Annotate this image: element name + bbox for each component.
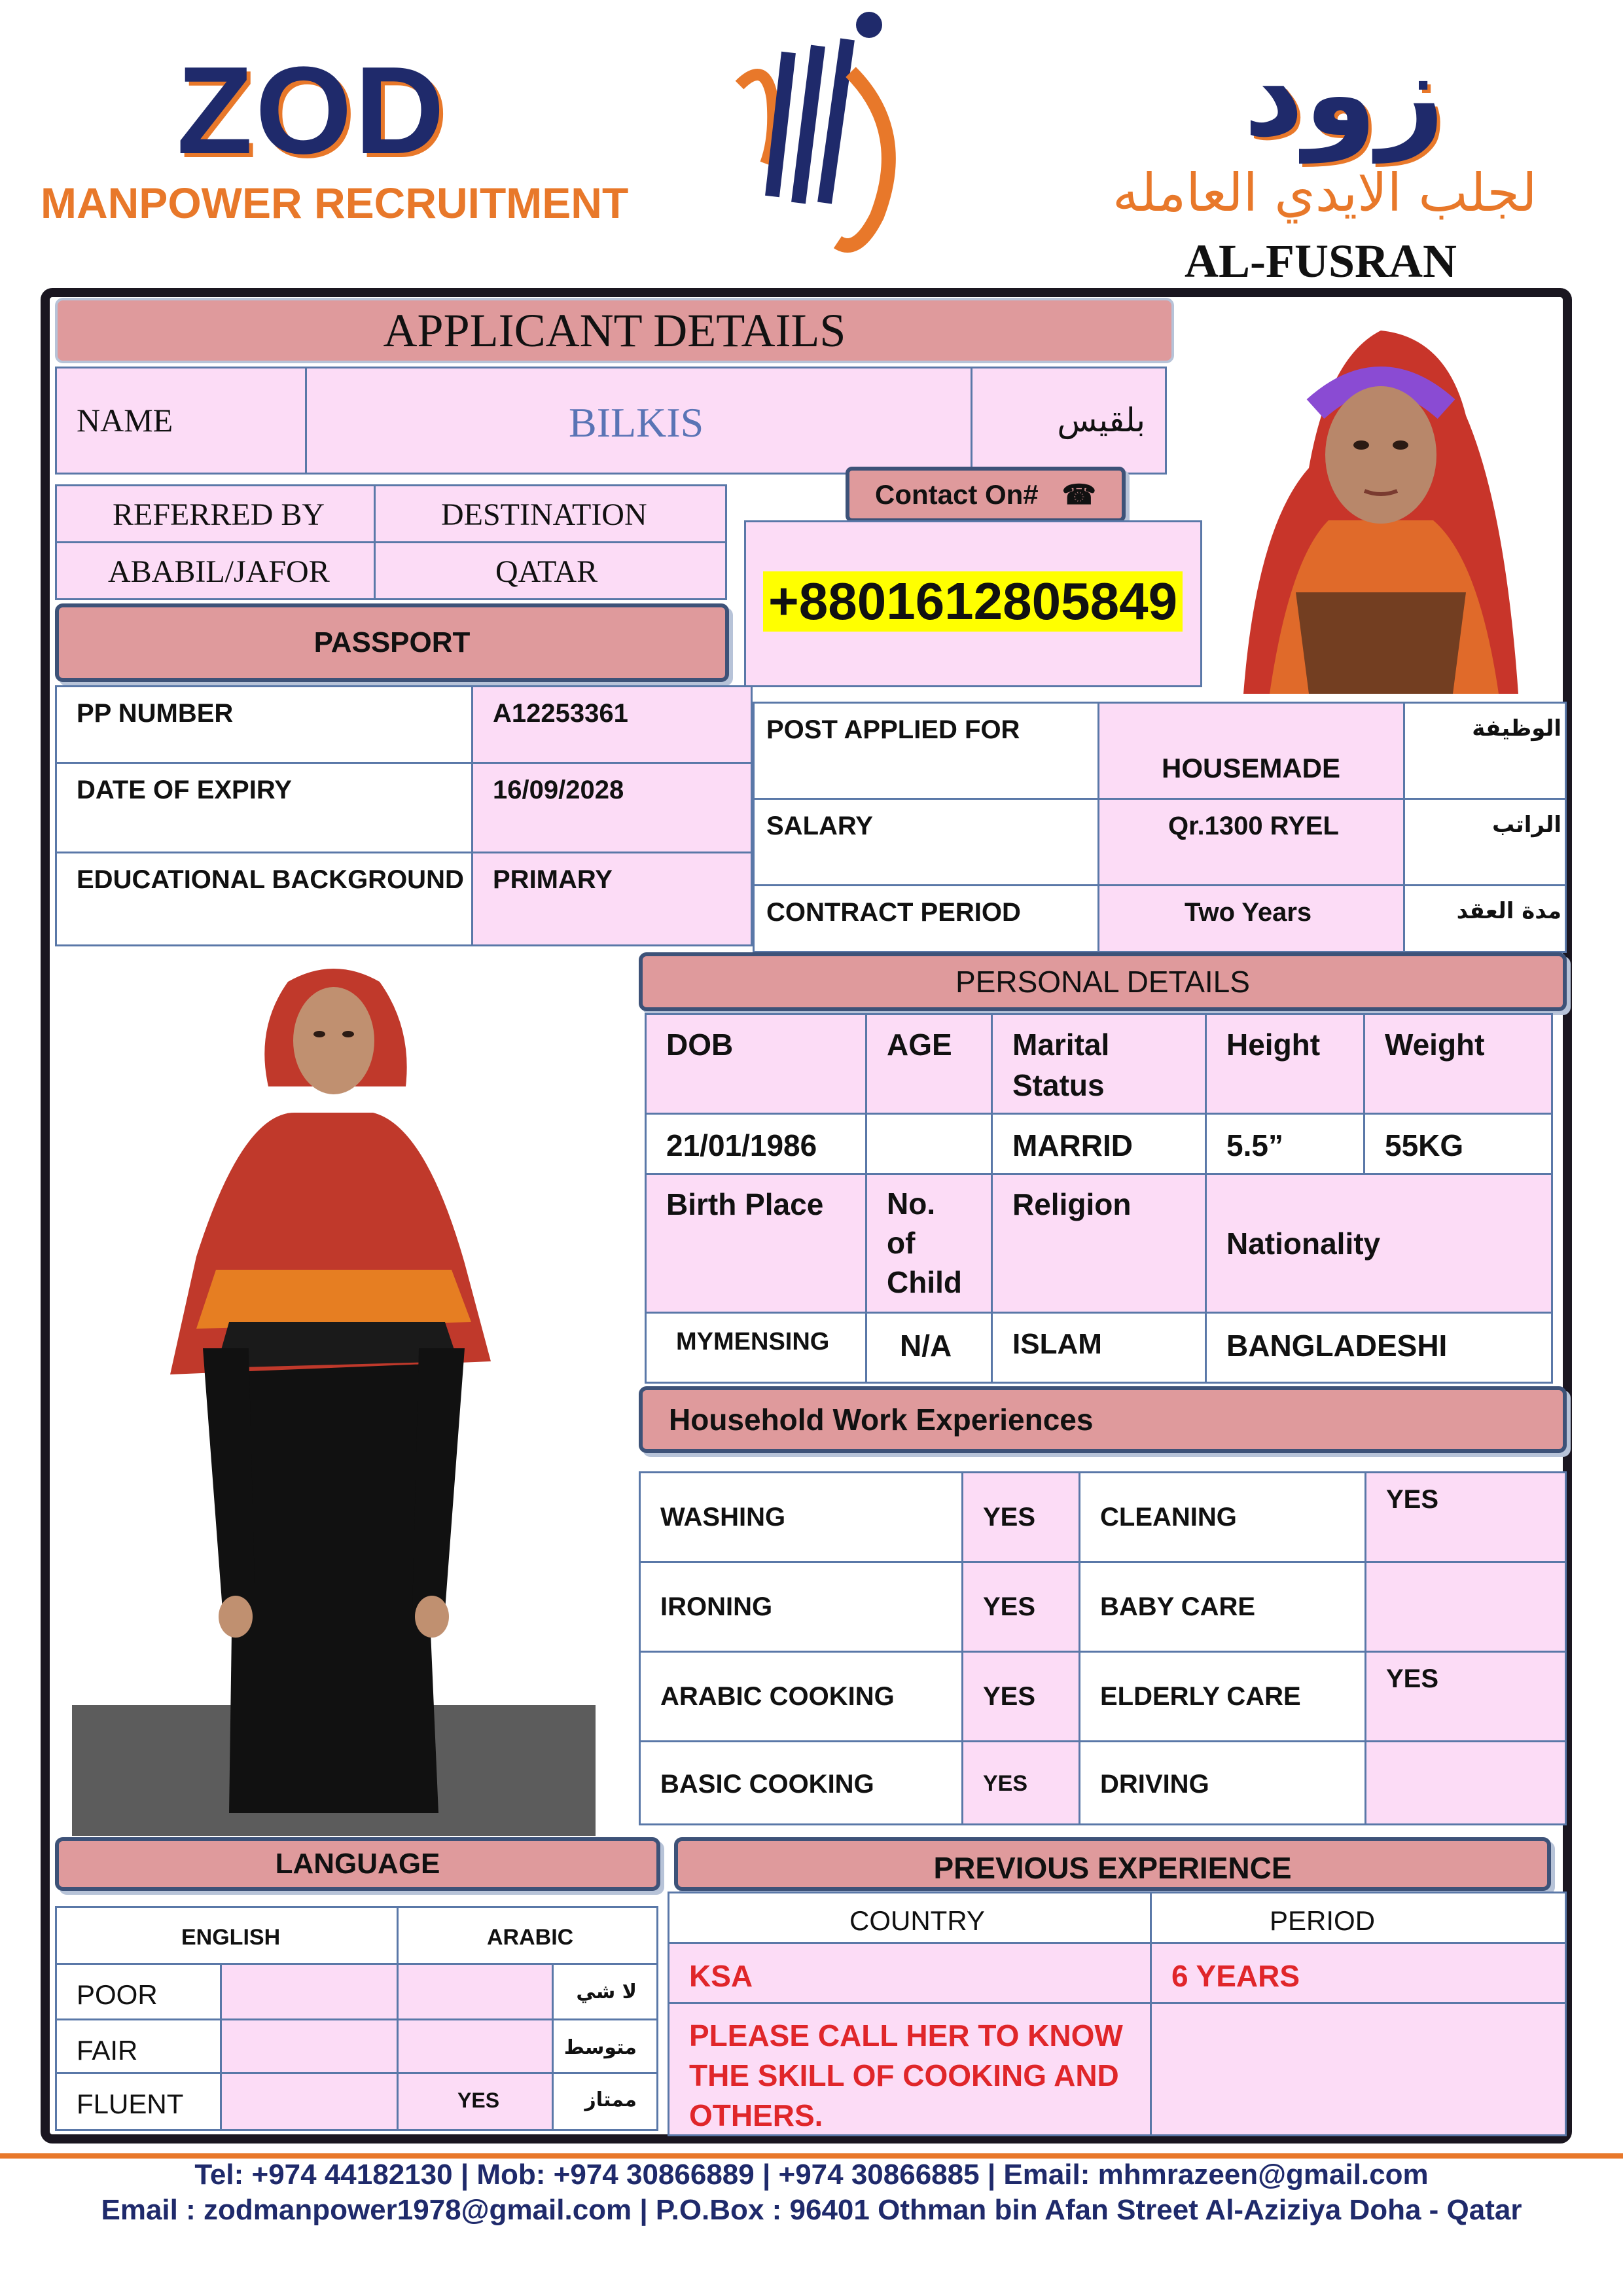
birthplace-value: MYMENSING [676, 1328, 830, 1355]
arabic-cooking-label: ARABIC COOKING [660, 1682, 895, 1711]
country-col-header: COUNTRY [849, 1905, 985, 1936]
cleaning-cell [1079, 1471, 1366, 1563]
period-value-cell [1150, 1942, 1567, 2004]
poor-label-cell [55, 1963, 222, 2020]
education-value: PRIMARY [493, 865, 613, 894]
pp-number-value-cell [471, 685, 753, 764]
center-logo [726, 7, 923, 255]
weight-header: Weight [1385, 1028, 1485, 1062]
education-label: EDUCATIONAL BACKGROUND [77, 865, 464, 894]
post-value-cell [1097, 702, 1405, 800]
destination-value: QATAR [495, 554, 598, 589]
brand-subtitle: MANPOWER RECRUITMENT [41, 179, 629, 227]
children-header-cell [865, 1173, 993, 1314]
name-arabic-cell [971, 367, 1167, 475]
contract-value: Two Years [1185, 898, 1312, 927]
household-header [639, 1386, 1567, 1453]
marital-header: Marital Status [1012, 1028, 1110, 1102]
destination-label: DESTINATION [441, 497, 647, 532]
fluent-label: FLUENT [77, 2089, 184, 2119]
phone-icon: ☎ [1061, 479, 1096, 510]
elderly-care-value-cell [1364, 1651, 1567, 1742]
nationality-value-cell [1205, 1312, 1553, 1384]
arabic-col-header-cell [397, 1906, 658, 1965]
nationality-header-cell [1205, 1173, 1553, 1314]
name-label-cell [55, 367, 307, 475]
ironing-value: YES [983, 1592, 1036, 1621]
birthplace-header: Birth Place [666, 1187, 824, 1221]
dob-value: 21/01/1986 [666, 1128, 817, 1162]
religion-value-cell [991, 1312, 1207, 1384]
expiry-value: 16/09/2028 [493, 776, 624, 804]
ironing-cell [639, 1561, 963, 1653]
poor-label: POOR [77, 1979, 158, 2010]
basic-cooking-label: BASIC COOKING [660, 1770, 874, 1799]
contract-arabic-cell [1403, 884, 1567, 953]
applicant-full-body-photo [72, 956, 596, 1836]
contact-phone-cell [744, 520, 1202, 687]
expiry-label-cell [55, 762, 474, 853]
arabic-cooking-value-cell [961, 1651, 1080, 1742]
dob-value-cell [645, 1113, 867, 1175]
note-period-cell [1150, 2002, 1567, 2136]
referred-value-cell [55, 541, 376, 600]
washing-value-cell [961, 1471, 1080, 1563]
previous-experience-title: PREVIOUS EXPERIENCE [933, 1851, 1292, 1885]
babycare-cell [1079, 1561, 1366, 1653]
cleaning-value-cell [1364, 1471, 1567, 1563]
fluent-arabic-cell [397, 2072, 554, 2131]
contract-label: CONTRACT PERIOD [766, 898, 1021, 927]
children-header: No. of Child [887, 1187, 962, 1299]
fair-english-cell [220, 2018, 399, 2074]
marital-value: MARRID [1012, 1128, 1133, 1162]
ironing-label: IRONING [660, 1592, 773, 1621]
passport-header [55, 603, 729, 682]
applicant-portrait-photo [1230, 311, 1531, 694]
country-value: KSA [689, 1959, 753, 1993]
referred-by-label: REFERRED BY [113, 497, 325, 532]
poor-arabic-label: لا شي [576, 1981, 637, 2003]
post-label: POST APPLIED FOR [766, 715, 1020, 744]
weight-value: 55KG [1385, 1128, 1464, 1162]
previous-experience-header [674, 1837, 1551, 1891]
babycare-value-cell [1364, 1561, 1567, 1653]
contact-label: Contact On# [874, 478, 1039, 510]
babycare-label: BABY CARE [1100, 1592, 1256, 1621]
poor-arabic-cell [397, 1963, 554, 2020]
applicant-details-header [55, 298, 1174, 363]
washing-label: WASHING [660, 1503, 786, 1532]
contact-header [846, 467, 1126, 522]
religion-value: ISLAM [1012, 1328, 1102, 1360]
fair-label-cell [55, 2018, 222, 2074]
nationality-header: Nationality [1226, 1227, 1381, 1261]
arabic-col-header: ARABIC [487, 1925, 574, 1950]
education-label-cell [55, 852, 474, 946]
salary-value: Qr.1300 RYEL [1168, 812, 1339, 840]
birthplace-value-cell [645, 1312, 867, 1384]
poor-arabic-label-cell [552, 1963, 658, 2020]
washing-cell [639, 1471, 963, 1563]
dob-header: DOB [666, 1028, 734, 1062]
poor-english-cell [220, 1963, 399, 2020]
marital-header-cell [991, 1013, 1207, 1115]
dob-header-cell [645, 1013, 867, 1115]
name-value-cell [305, 367, 972, 475]
post-label-cell [753, 702, 1099, 800]
contract-label-cell [753, 884, 1099, 953]
post-value: HOUSEMADE [1162, 753, 1341, 783]
footer-line-1: Tel: +974 44182130 | Mob: +974 30866889 | +974 30866885 | Email: mhmrazeen@gmail.com [194, 2159, 1429, 2191]
arabic-cooking-cell [639, 1651, 963, 1742]
basic-cooking-value-cell [961, 1740, 1080, 1825]
ironing-value-cell [961, 1561, 1080, 1653]
driving-label: DRIVING [1100, 1770, 1209, 1799]
period-col-header-cell [1150, 1892, 1567, 1944]
children-value-cell [865, 1312, 993, 1384]
period-col-header: PERIOD [1270, 1905, 1376, 1936]
arabic-cooking-value: YES [983, 1682, 1036, 1711]
passport-title: PASSPORT [313, 626, 471, 658]
pp-number-label-cell [55, 685, 474, 764]
post-arabic-cell [1403, 702, 1567, 800]
country-value-cell [668, 1942, 1152, 2004]
expiry-label: DATE OF EXPIRY [77, 776, 292, 804]
elderly-care-label: ELDERLY CARE [1100, 1682, 1301, 1711]
expiry-value-cell [471, 762, 753, 853]
washing-value: YES [983, 1503, 1036, 1532]
age-header: AGE [887, 1028, 952, 1062]
previous-note: PLEASE CALL HER TO KNOW THE SKILL OF COOKING AND OTHERS. [689, 2018, 1123, 2132]
height-header-cell [1205, 1013, 1365, 1115]
weight-header-cell [1363, 1013, 1553, 1115]
contract-arabic: مدة العقد [1456, 898, 1561, 924]
fluent-label-cell [55, 2072, 222, 2131]
destination-value-cell [374, 541, 727, 600]
english-col-header: ENGLISH [181, 1925, 281, 1950]
contract-value-cell [1097, 884, 1405, 953]
post-arabic: الوظيفة [1472, 715, 1561, 742]
weight-value-cell [1363, 1113, 1553, 1175]
driving-value-cell [1364, 1740, 1567, 1825]
age-value-cell [865, 1113, 993, 1175]
name-label: NAME [77, 402, 173, 439]
destination-label-cell [374, 484, 727, 543]
language-title: LANGUAGE [275, 1848, 440, 1880]
lang-blank-header [55, 1906, 399, 1965]
children-value: N/A [900, 1329, 952, 1363]
arabic-tagline: لجلب الايدي العامله [1113, 162, 1537, 223]
pp-number-label: PP NUMBER [77, 699, 234, 728]
fluent-arabic-label: ممتاز [584, 2089, 637, 2111]
applicant-details-title: APPLICANT DETAILS [383, 304, 846, 357]
height-header: Height [1226, 1028, 1321, 1062]
applicant-name: BILKIS [569, 399, 704, 446]
nationality-value: BANGLADESHI [1226, 1329, 1448, 1363]
height-value-cell [1205, 1113, 1365, 1175]
age-header-cell [865, 1013, 993, 1115]
cleaning-label: CLEANING [1100, 1503, 1237, 1532]
fair-label: FAIR [77, 2035, 138, 2066]
birthplace-header-cell [645, 1173, 867, 1314]
language-header [55, 1837, 660, 1891]
religion-header: Religion [1012, 1187, 1132, 1221]
height-value: 5.5” [1226, 1128, 1283, 1162]
religion-header-cell [991, 1173, 1207, 1314]
salary-label: SALARY [766, 812, 873, 840]
fair-arabic-label-cell [552, 2018, 658, 2074]
education-value-cell [471, 852, 753, 946]
footer-line-2: Email : zodmanpower1978@gmail.com | P.O.Box : 96401 Othman bin Afan Street Al-Aziziya Doha - Qatar [101, 2194, 1522, 2226]
brand-logo-text: ZOD [177, 41, 448, 180]
referred-label-cell [55, 484, 376, 543]
cleaning-value: YES [1386, 1485, 1439, 1514]
elderly-care-cell [1079, 1651, 1366, 1742]
personal-details-header [639, 952, 1567, 1011]
fluent-arabic-value: YES [457, 2089, 500, 2112]
arabic-brand: زود [1243, 26, 1445, 163]
salary-label-cell [753, 798, 1099, 886]
country-col-header-cell [668, 1892, 1152, 1944]
salary-value-cell [1097, 798, 1405, 886]
marital-value-cell [991, 1113, 1207, 1175]
elderly-care-value: YES [1386, 1664, 1439, 1693]
fair-arabic-cell [397, 2018, 554, 2074]
footer-divider [0, 2153, 1623, 2159]
household-title: Household Work Experiences [669, 1403, 1094, 1437]
contact-phone: +8801612805849 [763, 571, 1183, 632]
basic-cooking-cell [639, 1740, 963, 1825]
applicant-name-arabic: بلقيس [1057, 401, 1145, 439]
referred-by-value: ABABIL/JAFOR [108, 554, 330, 589]
fluent-arabic-label-cell [552, 2072, 658, 2131]
basic-cooking-value: YES [983, 1771, 1028, 1796]
note-cell [668, 2002, 1152, 2136]
pp-number-value: A12253361 [493, 699, 628, 728]
salary-arabic: الراتب [1492, 812, 1561, 838]
personal-details-title: PERSONAL DETAILS [955, 965, 1250, 999]
fluent-english-cell [220, 2072, 399, 2131]
driving-cell [1079, 1740, 1366, 1825]
period-value: 6 YEARS [1171, 1959, 1300, 1993]
fair-arabic-label: متوسط [563, 2036, 637, 2059]
al-fusran-text: AL-FUSRAN [1185, 235, 1457, 287]
salary-arabic-cell [1403, 798, 1567, 886]
